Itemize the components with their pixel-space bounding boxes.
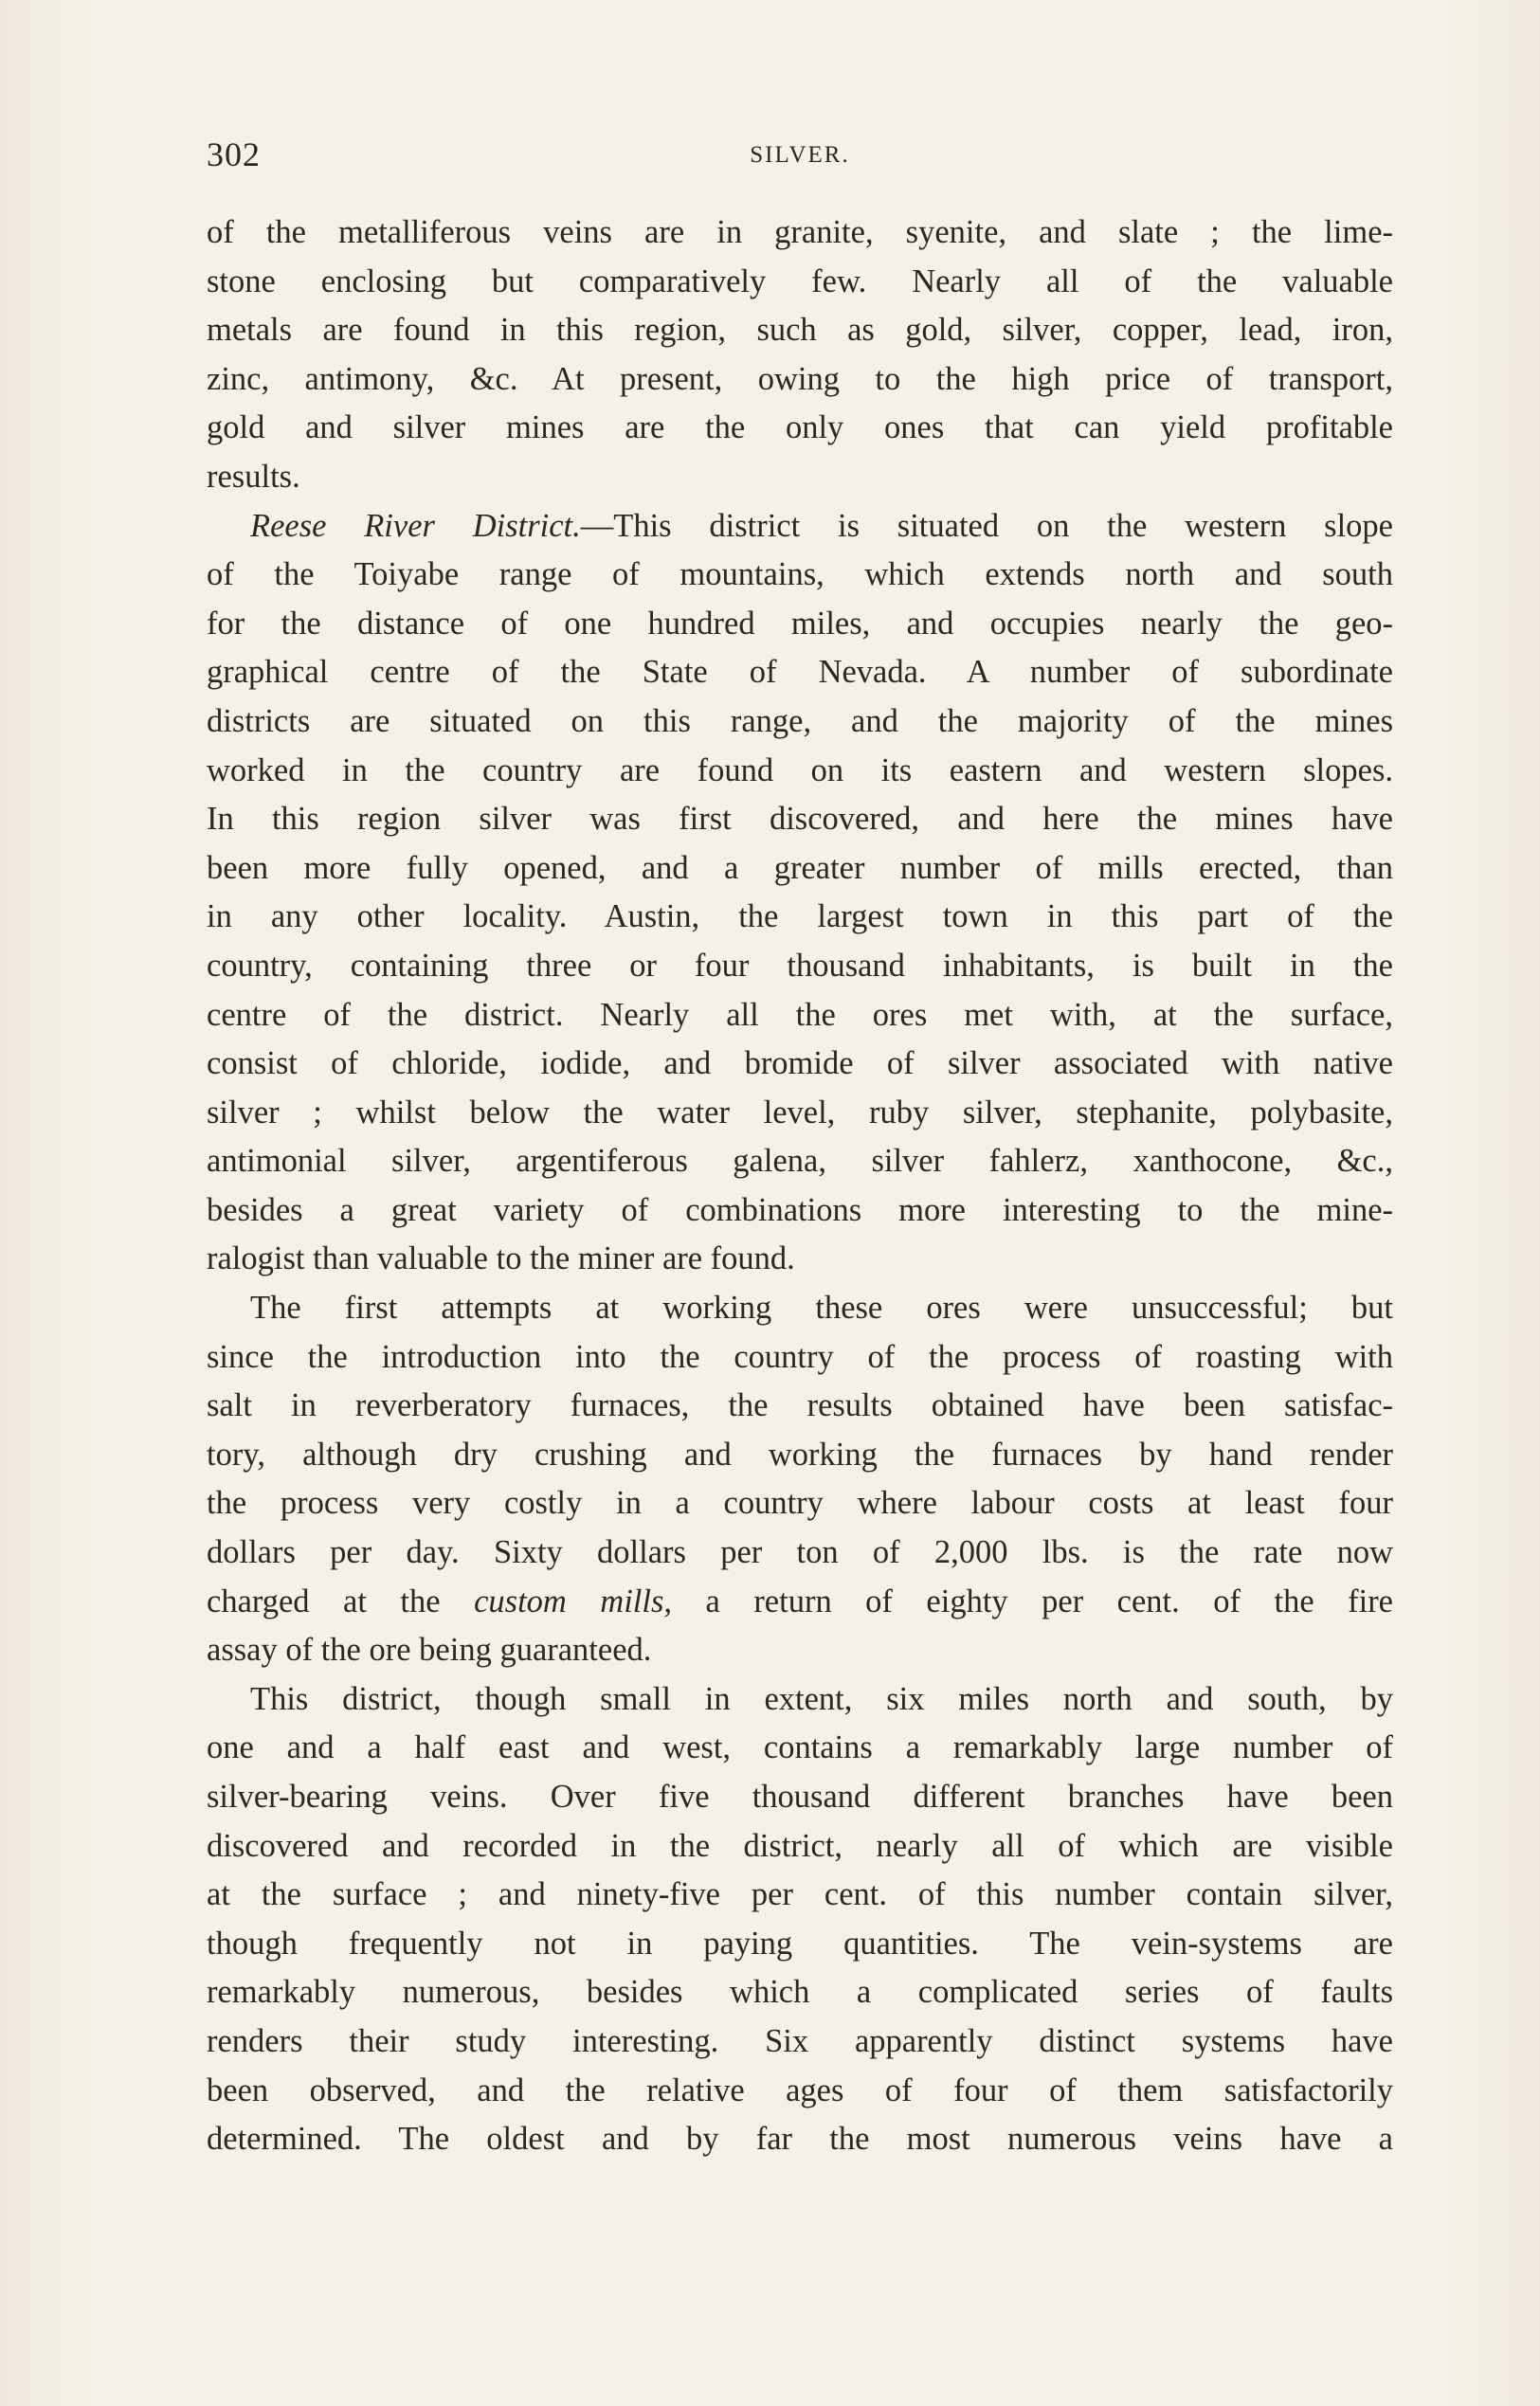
text-line: zinc, antimony, &c. At present, owing to the high price of transport, bbox=[207, 360, 1393, 397]
text-line: since the introduction into the country of the process of roasting with bbox=[207, 1338, 1393, 1375]
text-line: one and a half east and west, contains a remarkably large number of bbox=[207, 1729, 1393, 1766]
text-run: —This district is situated on the western slope bbox=[580, 507, 1393, 544]
paragraph-2 bbox=[207, 502, 1393, 1285]
text-line: graphical centre of the State of Nevada. A number of subordinate bbox=[207, 654, 1393, 691]
text-line: besides a great variety of combinations more interesting to the mine- bbox=[207, 1191, 1393, 1228]
text-line: been observed, and the relative ages of four of them satisfactorily bbox=[207, 2071, 1393, 2108]
text-line: This district, though small in extent, six miles north and south, by bbox=[250, 1680, 1393, 1717]
body-text bbox=[207, 208, 1393, 2164]
page-header bbox=[207, 135, 1393, 182]
text-line: renders their study interesting. Six apparently distinct systems have bbox=[207, 2022, 1393, 2059]
text-line: results. bbox=[207, 458, 300, 495]
text-line: The first attempts at working these ores were unsuccessful; but bbox=[250, 1290, 1393, 1327]
text-line: centre of the district. Nearly all the ores met with, at the surface, bbox=[207, 996, 1393, 1033]
text-line: for the distance of one hundred miles, and occupies nearly the geo- bbox=[207, 605, 1393, 642]
text-line: tory, although dry crushing and working the furnaces by hand render bbox=[207, 1436, 1393, 1473]
text-line: remarkably numerous, besides which a complicated series of faults bbox=[207, 1974, 1393, 2011]
text-line: stone enclosing but comparatively few. Nearly all of the valuable bbox=[207, 262, 1393, 299]
text-line: silver ; whilst below the water level, ruby silver, stephanite, polybasite, bbox=[207, 1094, 1393, 1131]
text-line: discovered and recorded in the district, nearly all of which are visible bbox=[207, 1827, 1393, 1864]
paragraph-4 bbox=[207, 1675, 1393, 2164]
text-line: consist of chloride, iodide, and bromide of silver associated with native bbox=[207, 1045, 1393, 1082]
text-line: dollars per day. Sixty dollars per ton of 2,000 lbs. is the rate now bbox=[207, 1534, 1393, 1571]
text-line: in any other locality. Austin, the largest town in this part of the bbox=[207, 898, 1393, 935]
text-line: been more fully opened, and a greater number of mills erected, than bbox=[207, 849, 1393, 886]
text-run: charged at the bbox=[207, 1583, 475, 1619]
text-line: determined. The oldest and by far the most numerous veins have a bbox=[207, 2121, 1393, 2158]
text-line: gold and silver mines are the only ones that can yield profitable bbox=[207, 409, 1393, 446]
text-line: silver-bearing veins. Over five thousand different branches have been bbox=[207, 1779, 1393, 1815]
text-line: the process very costly in a country where labour costs at least four bbox=[207, 1485, 1393, 1522]
text-line: at the surface ; and ninety-five per cent. of this number contain silver, bbox=[207, 1876, 1393, 1913]
page-number: 302 bbox=[207, 136, 261, 173]
text-line: districts are situated on this range, and the majority of the mines bbox=[207, 702, 1393, 739]
section-heading: Reese River District. bbox=[250, 507, 581, 544]
italic-term: custom mills, bbox=[474, 1583, 673, 1619]
text-run: a return of eighty per cent. of the fire bbox=[672, 1583, 1393, 1619]
text-line: antimonial silver, argentiferous galena, silver fahlerz, xanthocone, &c., bbox=[207, 1143, 1393, 1180]
text-line: ralogist than valuable to the miner are found. bbox=[207, 1240, 795, 1277]
text-line: worked in the country are found on its eastern and western slopes. bbox=[207, 751, 1393, 788]
text-line: In this region silver was first discovered, and here the mines have bbox=[207, 801, 1393, 838]
text-line: metals are found in this region, such as gold, silver, copper, lead, iron, bbox=[207, 312, 1393, 349]
text-line: though frequently not in paying quantities. The vein-systems are bbox=[207, 1925, 1393, 1962]
paragraph-1 bbox=[207, 208, 1393, 502]
text-line: salt in reverberatory furnaces, the results obtained have been satisfac- bbox=[207, 1387, 1393, 1424]
text-line: of the Toiyabe range of mountains, which extends north and south bbox=[207, 556, 1393, 593]
text-line: country, containing three or four thousand inhabitants, is built in the bbox=[207, 947, 1393, 984]
text-line bbox=[207, 502, 1393, 552]
text-line bbox=[207, 1578, 1393, 1627]
paragraph-3 bbox=[207, 1284, 1393, 1675]
text-line: of the metalliferous veins are in granite, syenite, and slate ; the lime- bbox=[207, 214, 1393, 250]
running-head: SILVER. bbox=[750, 142, 850, 168]
text-line: assay of the ore being guaranteed. bbox=[207, 1632, 652, 1669]
